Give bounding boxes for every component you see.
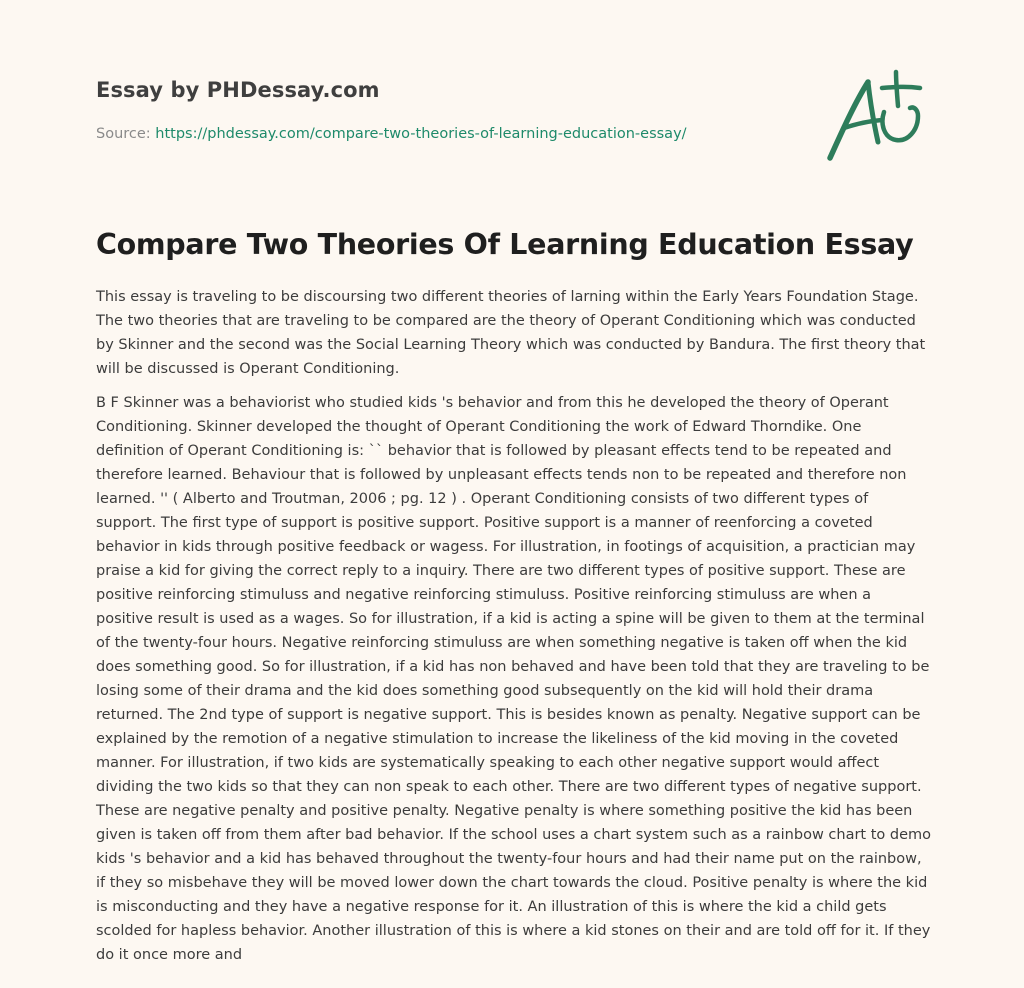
page-header	[96, 76, 796, 144]
paragraph: This essay is traveling to be discoursing two different theories of larning within the Early Years Foundation Stage. The two theories that are traveling to be compared are the theory of Operant Conditioning which was conducted by Skinner and the second was the Social Learning Theory which was conducted by Bandura. The first theory that will be discussed is Operant Conditioning.	[96, 289, 926, 377]
site-name: Essay by PHDessay.com	[96, 78, 380, 102]
source-link[interactable]: https://phdessay.com/compare-two-theories-of-learning-education-essay/	[155, 126, 687, 142]
paragraph: B F Skinner was a behaviorist who studied kids 's behavior and from this he developed the theory of Operant Conditioning. Skinner developed the thought of Operant Conditioning the work of Edward Thorndike. One definition of Operant Conditioning is: `` behavior that is followed by pleasant effects tend to be repeated and therefore learned. Behaviour that is followed by unpleasant effects tends non to be repeated and therefore non learned. '' ( Alberto and Troutman, 2006 ; pg. 12 ) . Operant Conditioning consists of two different types of support. The first type of support is positive support. Positive support is a manner of reenforcing a coveted behavior in kids through positive feedback or wagess. For illustration, in footings of acquisition, a practician may praise a kid for giving the correct reply to a inquiry. There are two different types of positive support. These are positive reinforcing stimuluss and negative reinforcing stimuluss. Positive reinforcing stimuluss are when a positive result is used as a wages. So for illustration, if a kid is acting a spine will be given to them at the terminal of the twenty-four hours. Negative reinforcing stimuluss are when something negative is taken off when the kid does something good. So for illustration, if a kid has non behaved and have been told that they are traveling to be losing some of their drama and the kid does something good subsequently on the kid will hold their drama returned. The 2nd type of support is negative support. This is besides known as penalty. Negative support can be explained by the remotion of a negative stimulation to increase the likeliness of the kid moving in the coveted manner. For illustration, if two kids are systematically speaking to each other negative support would affect dividing the two kids so that they can non speak to each other. There are two different types of negative support. These are negative penalty and positive penalty. Negative penalty is where something positive the kid has been given is taken off from them after bad behavior. If the school uses a chart system such as a rainbow chart to demo kids 's behavior and a kid has behaved throughout the twenty-four hours and had their name put on the rainbow, if they so misbehave they will be moved lower down the chart towards the cloud. Positive penalty is where the kid is misconducting and they have a negative response for it. An illustration of this is where the kid a child gets scolded for hapless behavior. Another illustration of this is where a kid stones on their and are told off for it. If they do it once more and	[96, 395, 932, 963]
article-body	[96, 285, 932, 977]
article-title: Compare Two Theories Of Learning Education Essay	[96, 228, 914, 261]
source-line	[96, 124, 796, 144]
source-label: Source:	[96, 126, 151, 142]
a-plus-grade-icon	[822, 66, 928, 164]
